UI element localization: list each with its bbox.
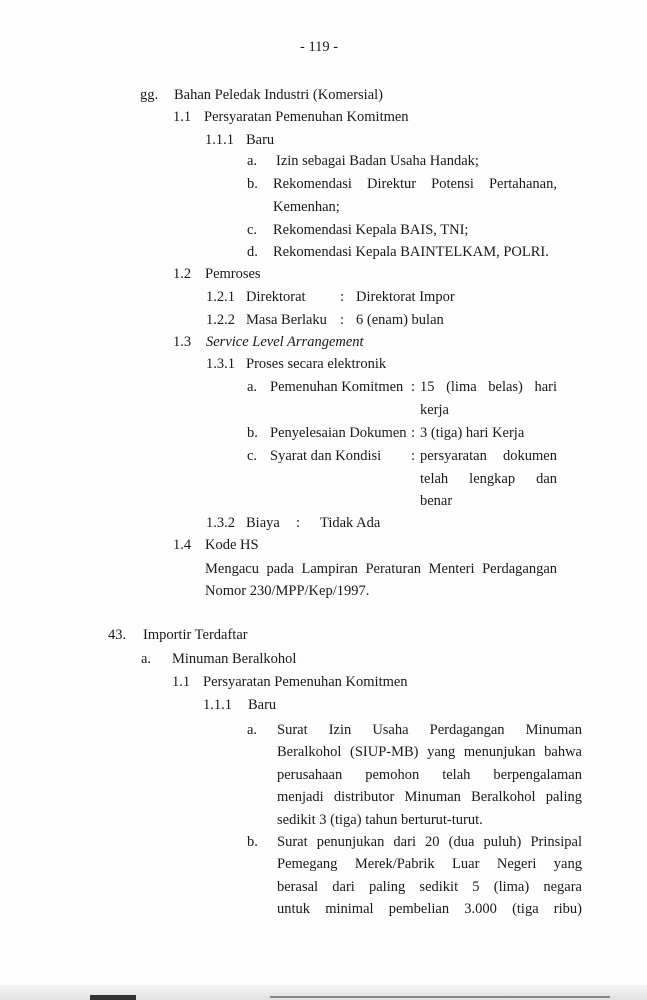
list-marker: a. (247, 379, 258, 395)
list-marker: b. (247, 176, 258, 192)
subsection-title: Persyaratan Pemenuhan Komitmen (203, 674, 408, 690)
list-item-text: Surat penunjukan dari 20 (dua puluh) Prinsipal (277, 834, 582, 850)
field-value: benar (420, 493, 453, 509)
page-number: - 119 - (300, 39, 339, 55)
list-marker: gg. (140, 87, 159, 103)
field-value: kerja (420, 402, 449, 418)
list-marker: b. (247, 834, 258, 850)
separator: : (340, 312, 345, 328)
subsection-number: 1.2.1 (206, 289, 235, 305)
subsection-number: 1.1.1 (205, 132, 234, 148)
separator: : (411, 448, 416, 464)
list-marker: c. (247, 222, 258, 238)
scan-edge-line (270, 996, 610, 998)
list-marker: c. (247, 448, 258, 464)
separator: : (340, 289, 345, 305)
list-item-text: Rekomendasi Kepala BAIS, TNI; (273, 222, 469, 238)
list-marker: b. (247, 425, 258, 441)
scan-edge-mark (90, 995, 136, 1000)
list-item-text: Izin sebagai Badan Usaha Handak; (276, 153, 479, 169)
list-marker: d. (247, 244, 258, 260)
field-value: 15 (lima belas) hari (420, 379, 557, 395)
separator: : (296, 515, 301, 531)
subsection-title: Baru (246, 132, 275, 148)
list-item-text: berasal dari paling sedikit 5 (lima) negara (277, 879, 582, 895)
list-item-text: Kemenhan; (273, 199, 340, 215)
subsection-number: 1.1 (173, 109, 192, 125)
field-value: telah lengkap dan (420, 471, 557, 487)
separator: : (411, 379, 416, 395)
list-marker: a. (141, 651, 152, 667)
subsection-number: 1.1.1 (203, 697, 232, 713)
list-item-text: sedikit 3 (tiga) tahun berturut-turut. (277, 812, 483, 828)
list-item-text: untuk minimal pembelian 3.000 (tiga ribu) (277, 901, 582, 917)
field-value: 6 (enam) bulan (356, 312, 444, 328)
subsection-number: 1.1 (172, 674, 191, 690)
field-value: 3 (tiga) hari Kerja (420, 425, 525, 441)
paragraph-line: Nomor 230/MPP/Kep/1997. (205, 583, 370, 599)
list-item-text: Rekomendasi Direktur Potensi Pertahanan, (273, 176, 557, 192)
list-marker: a. (247, 153, 258, 169)
list-item-text: perusahaan pemohon telah berpengalaman (277, 767, 582, 783)
subsection-title: Service Level Arrangement (206, 334, 364, 350)
field-value: persyaratan dokumen (420, 448, 557, 464)
subsection-title: Proses secara elektronik (246, 356, 387, 372)
subsection-title: Pemroses (205, 266, 261, 282)
subsection-title: Persyaratan Pemenuhan Komitmen (204, 109, 409, 125)
list-item-text: Beralkohol (SIUP-MB) yang menunjukan bahwa (277, 744, 582, 760)
subsection-number: 1.3.2 (206, 515, 235, 531)
paragraph-line: Mengacu pada Lampiran Peraturan Menteri Perdagangan (205, 561, 557, 577)
field-label: Syarat dan Kondisi (270, 448, 382, 464)
list-item-text: Rekomendasi Kepala BAINTELKAM, POLRI. (273, 244, 549, 260)
list-item-text: Surat Izin Usaha Perdagangan Minuman (277, 722, 582, 738)
list-marker: 43. (108, 627, 127, 643)
field-label: Direktorat (246, 289, 306, 305)
list-item-text: Pemegang Merek/Pabrik Luar Negeri yang (277, 856, 582, 872)
field-label: Penyelesaian Dokumen (270, 425, 407, 441)
subsection-number: 1.3 (173, 334, 192, 350)
subsection-number: 1.2.2 (206, 312, 235, 328)
subsection-number: 1.2 (173, 266, 192, 282)
subsection-title: Kode HS (205, 537, 259, 553)
list-marker: a. (247, 722, 258, 738)
field-label: Pemenuhan Komitmen (270, 379, 404, 395)
field-label: Biaya (246, 515, 280, 531)
field-label: Masa Berlaku (246, 312, 327, 328)
section-title: Bahan Peledak Industri (Komersial) (174, 87, 383, 103)
field-value: Direktorat Impor (356, 289, 455, 305)
subsection-number: 1.3.1 (206, 356, 235, 372)
field-value: Tidak Ada (320, 515, 381, 531)
subsection-title: Baru (248, 697, 277, 713)
separator: : (411, 425, 416, 441)
list-item-text: menjadi distributor Minuman Beralkohol paling (277, 789, 582, 805)
subsection-number: 1.4 (173, 537, 192, 553)
section-title: Importir Terdaftar (143, 627, 248, 643)
subsection-title: Minuman Beralkohol (172, 651, 297, 667)
